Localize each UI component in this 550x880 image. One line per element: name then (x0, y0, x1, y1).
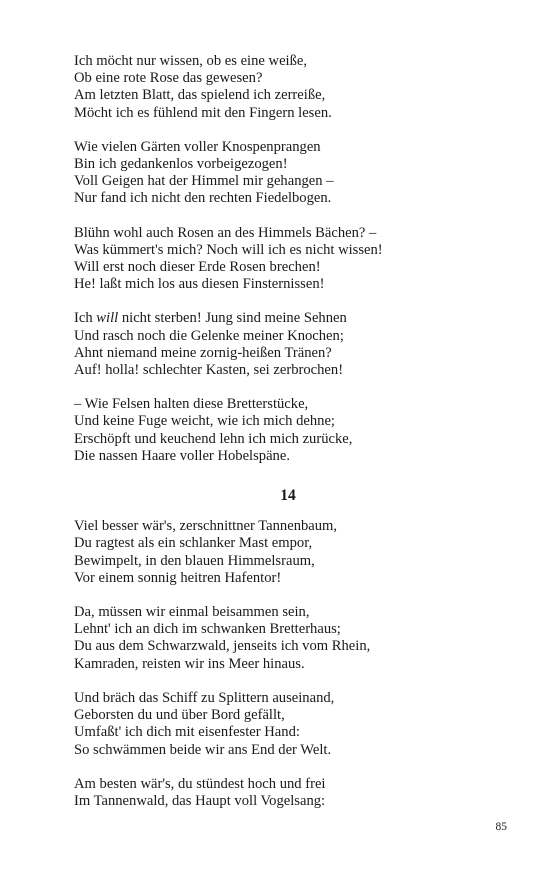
verse-line (74, 70, 494, 87)
verse-line (74, 431, 494, 448)
verse-text: So schwämmen beide wir ans End der Welt. (74, 741, 332, 758)
verse-line (74, 396, 494, 413)
verse-text: Nur fand ich nicht den rechten Fiedelbogen. (74, 190, 332, 207)
verse-text: Lehnt' ich an dich im schwanken Bretterhaus; (74, 621, 341, 638)
verse-text: Voll Geigen hat der Himmel mir gehangen – (74, 173, 334, 190)
verse-text: Da, müssen wir einmal beisammen sein, (74, 604, 310, 621)
verse-line (74, 742, 494, 759)
page-number: 85 (495, 821, 507, 833)
section-heading: 14 (280, 487, 296, 505)
stanza (74, 396, 494, 465)
verse-text: Im Tannenwald, das Haupt voll Vogelsang: (74, 792, 326, 809)
verse-text: Wie vielen Gärten voller Knospenprangen (74, 138, 321, 155)
verse-line (74, 656, 494, 673)
verse-text: Kamraden, reisten wir ins Meer hinaus. (74, 655, 305, 672)
verse-text: He! laßt mich los aus diesen Finsternissen! (74, 276, 325, 293)
verse-line (74, 707, 494, 724)
verse-text: – Wie Felsen halten diese Bretterstücke, (74, 396, 309, 413)
stanza (74, 518, 494, 587)
stanza (74, 53, 494, 122)
verse-line (74, 53, 494, 70)
stanza (74, 225, 494, 294)
verse-line (74, 259, 494, 276)
verse-text: Am letzten Blatt, das spielend ich zerreiße, (74, 87, 326, 104)
verse-text: Und keine Fuge weicht, wie ich mich dehne; (74, 413, 335, 430)
verse-line (74, 276, 494, 293)
verse-text: Du aus dem Schwarzwald, jenseits ich vom Rhein, (74, 638, 371, 655)
verse-text: Am besten wär's, du stündest hoch und frei (74, 775, 326, 792)
verse-text: Die nassen Haare voller Hobelspäne. (74, 447, 290, 464)
stanza (74, 776, 494, 810)
verse-text: Auf! holla! schlechter Kasten, sei zerbrochen! (74, 362, 344, 379)
verse-line (74, 87, 494, 104)
verse-line (74, 724, 494, 741)
verse-text: Ob eine rote Rose das gewesen? (74, 70, 263, 87)
stanza (74, 604, 494, 673)
verse-line (74, 328, 494, 345)
verse-text: Will erst noch dieser Erde Rosen brechen! (74, 259, 321, 276)
verse-text: Geborsten du und über Bord gefällt, (74, 707, 285, 724)
verse-text: Du ragtest als ein schlanker Mast empor, (74, 535, 313, 552)
verse-line (74, 225, 494, 242)
verse-text: Was kümmert's mich? Noch will ich es nicht wissen! (74, 241, 383, 258)
verse-text: Ich möcht nur wissen, ob es eine weiße, (74, 53, 308, 69)
verse-line (74, 604, 494, 621)
page-body (74, 53, 494, 827)
verse-line (74, 553, 494, 570)
verse-line (74, 173, 494, 190)
verse-line (74, 621, 494, 638)
verse-line (74, 776, 494, 793)
verse-text: Ich (74, 310, 97, 327)
stanza (74, 310, 494, 379)
verse-text: Und rasch noch die Gelenke meiner Knochen; (74, 327, 344, 344)
verse-line (74, 413, 494, 430)
verse-text: Möcht ich es fühlend mit den Fingern lesen. (74, 104, 332, 121)
verse-line (74, 190, 494, 207)
verse-text: Umfaßt' ich dich mit eisenfester Hand: (74, 724, 300, 741)
verse-line (74, 570, 494, 587)
verse-text: nicht sterben! Jung sind meine Sehnen (118, 310, 347, 327)
verse-line (74, 793, 494, 810)
verse-line (74, 310, 494, 327)
verse-line (74, 448, 494, 465)
verse-text: Erschöpft und keuchend lehn ich mich zurücke, (74, 430, 353, 447)
verse-line (74, 638, 494, 655)
verse-text: Blühn wohl auch Rosen an des Himmels Bächen? – (74, 224, 377, 241)
verse-line (74, 690, 494, 707)
stanza (74, 139, 494, 208)
verse-line (74, 518, 494, 535)
verse-line (74, 156, 494, 173)
verse-line (74, 242, 494, 259)
verse-line (74, 139, 494, 156)
poem-previous-continuation (74, 53, 494, 465)
verse-text: Und bräch das Schiff zu Splittern auseinand, (74, 689, 335, 706)
verse-text: Vor einem sonnig heitren Hafentor! (74, 569, 282, 586)
poem-14 (74, 518, 494, 810)
emphasis-text: will (96, 310, 119, 327)
verse-line (74, 345, 494, 362)
verse-line (74, 105, 494, 122)
stanza (74, 690, 494, 759)
verse-text: Bewimpelt, in den blauen Himmelsraum, (74, 552, 315, 569)
verse-line (74, 362, 494, 379)
verse-text: Bin ich gedankenlos vorbeigezogen! (74, 156, 288, 173)
verse-text: Ahnt niemand meine zornig-heißen Tränen? (74, 344, 332, 361)
verse-text: Viel besser wär's, zerschnittner Tannenbaum, (74, 518, 338, 535)
verse-line (74, 535, 494, 552)
